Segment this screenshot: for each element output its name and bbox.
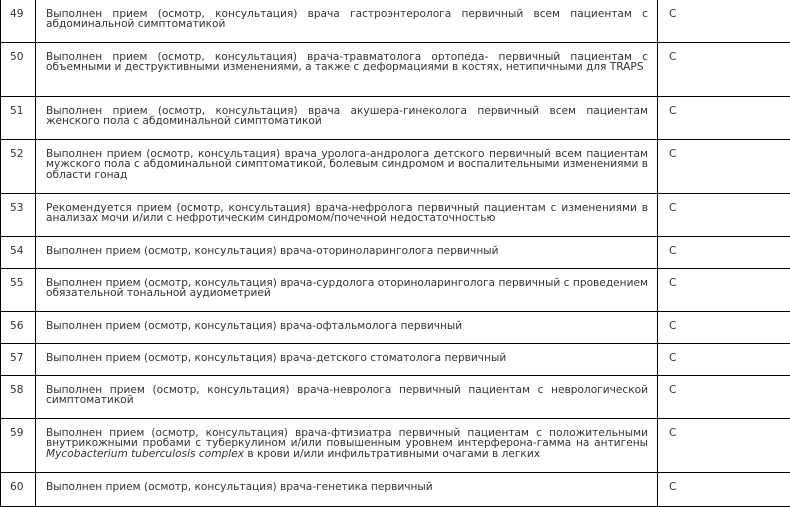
- table-row: [1, 376, 790, 419]
- row-evidence-grade: C: [658, 344, 790, 376]
- row-criterion-text: Выполнен прием (осмотр, консультация) врача-оториноларинголога первичный: [36, 237, 658, 269]
- table-row: [1, 312, 790, 344]
- row-evidence-grade: C: [658, 269, 790, 312]
- table-row: [1, 237, 790, 269]
- row-criterion-text: Выполнен прием (осмотр, консультация) врача уролога-андролога детского первичный всем пациентам мужского пола с абдоминальной симптоматикой, болевым синдромом и воспалительными изменениями в области гонад: [36, 140, 658, 194]
- table-row: [1, 194, 790, 237]
- row-evidence-grade: C: [658, 419, 790, 473]
- row-evidence-grade: C: [658, 237, 790, 269]
- row-criterion-text: Выполнен прием (осмотр, консультация) врача-невролога первичный пациентам с неврологической симптоматикой: [36, 376, 658, 419]
- row-number: 58: [1, 376, 36, 419]
- row-criterion-text-part: в крови и/или инфильтративными очагами в легких: [244, 448, 540, 460]
- row-criterion-text: Выполнен прием (осмотр, консультация) врача гастроэнтеролога первичный всем пациентам с абдоминальной симптоматикой: [36, 0, 658, 43]
- row-number: 55: [1, 269, 36, 312]
- row-criterion-text: Выполнен прием (осмотр, консультация) врача-офтальмолога первичный: [36, 312, 658, 344]
- table-row: [1, 473, 790, 507]
- row-criterion-text: Выполнен прием (осмотр, консультация) врача-детского стоматолога первичный: [36, 344, 658, 376]
- row-evidence-grade: C: [658, 0, 790, 43]
- row-number: 51: [1, 97, 36, 140]
- row-number: 59: [1, 419, 36, 473]
- row-number: 54: [1, 237, 36, 269]
- row-number: 53: [1, 194, 36, 237]
- table-row: [1, 43, 790, 97]
- row-criterion-text: Выполнен прием (осмотр, консультация) врача-генетика первичный: [36, 473, 658, 507]
- row-number: 60: [1, 473, 36, 507]
- row-number: 56: [1, 312, 36, 344]
- row-criterion-text-part: Выполнен прием (осмотр, консультация) врача-фтизиатра первичный пациентам с положительными внутрикожными пробами с туберкулином и/или повышенным уровнем интерферона-гамма на антигены: [46, 427, 648, 449]
- row-criterion-text: [36, 419, 658, 473]
- row-criterion-text: Выполнен прием (осмотр, консультация) врача-травматолога ортопеда- первичный пациентам с объемными и деструктивными изменениями, а также с деформациями в костях, нетипичными для TRAPS: [36, 43, 658, 97]
- row-number: 52: [1, 140, 36, 194]
- row-evidence-grade: C: [658, 43, 790, 97]
- row-evidence-grade: C: [658, 376, 790, 419]
- table-row: [1, 344, 790, 376]
- row-number: 49: [1, 0, 36, 43]
- table-row: [1, 140, 790, 194]
- row-criterion-text: Рекомендуется прием (осмотр, консультация) врача-нефролога первичный пациентам с изменениями в анализах мочи и/или с нефротическим синдромом/почечной недостаточностью: [36, 194, 658, 237]
- pathogen-name-italic: Mycobacterium tuberculosis complex: [46, 448, 244, 460]
- table-row: [1, 97, 790, 140]
- row-evidence-grade: C: [658, 473, 790, 507]
- row-evidence-grade: C: [658, 97, 790, 140]
- row-evidence-grade: C: [658, 312, 790, 344]
- table-row: [1, 269, 790, 312]
- table-row: [1, 419, 790, 473]
- row-number: 57: [1, 344, 36, 376]
- table-row: [1, 0, 790, 43]
- row-criterion-text: Выполнен прием (осмотр, консультация) врача акушера-гинеколога первичный всем пациентам женского пола с абдоминальной симптоматикой: [36, 97, 658, 140]
- row-evidence-grade: C: [658, 140, 790, 194]
- row-number: 50: [1, 43, 36, 97]
- row-criterion-text: Выполнен прием (осмотр, консультация) врача-сурдолога оториноларинголога первичный с проведением обязательной тональной аудиометрией: [36, 269, 658, 312]
- row-evidence-grade: C: [658, 194, 790, 237]
